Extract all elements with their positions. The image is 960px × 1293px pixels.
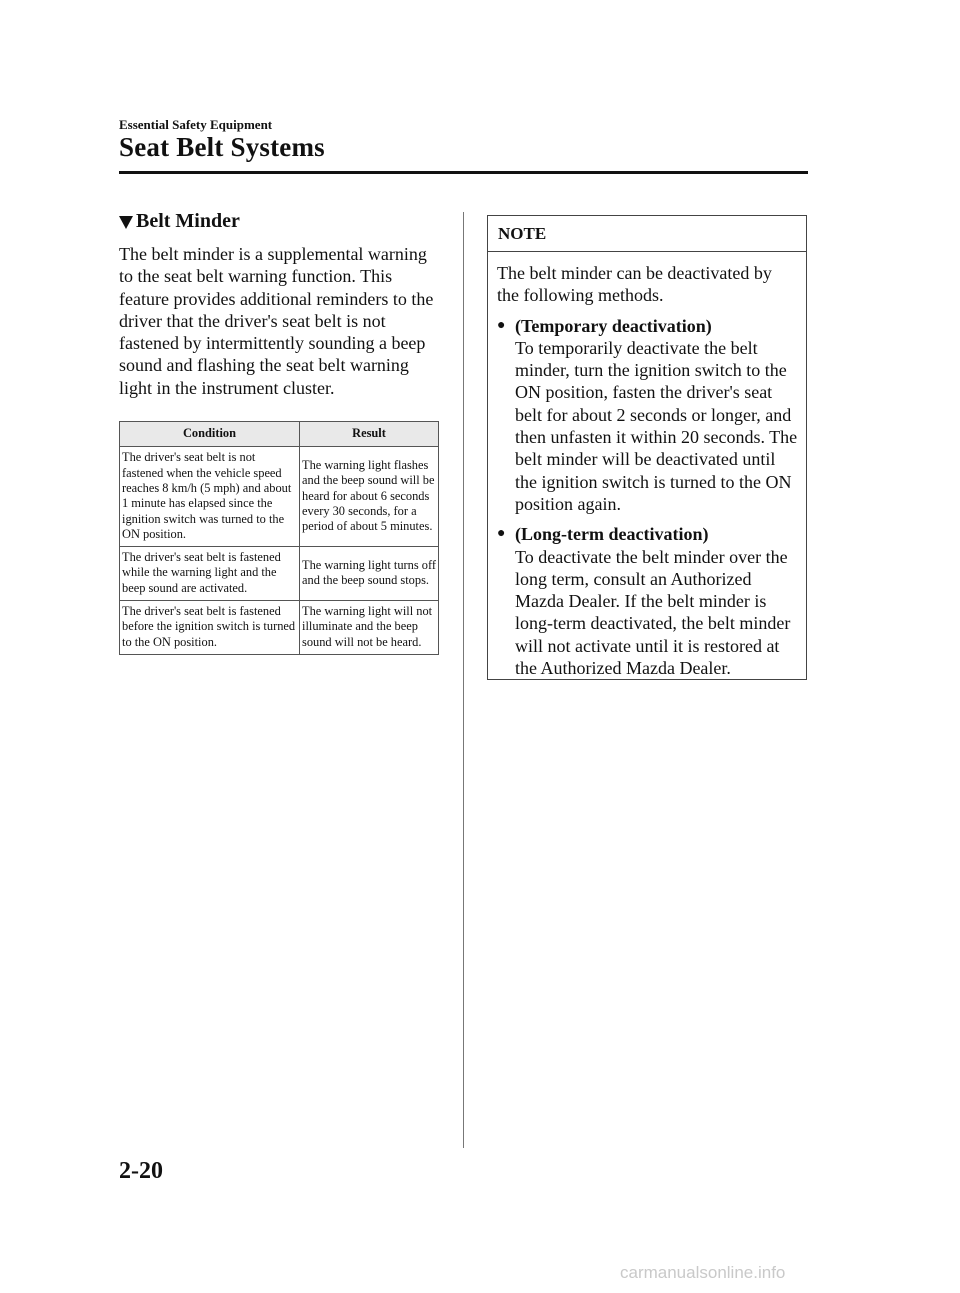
- table-header-row: [120, 422, 439, 447]
- table-row: [120, 601, 439, 655]
- note-heading: NOTE: [488, 216, 806, 252]
- down-triangle-icon: [119, 216, 133, 229]
- belt-minder-heading-text: Belt Minder: [136, 210, 240, 232]
- watermark: carmanualsonline.info: [620, 1263, 786, 1282]
- bullet-icon: ●: [497, 526, 506, 542]
- title-rule: [119, 171, 808, 174]
- note-item-title: (Long-term deactivation): [515, 524, 709, 545]
- table-row: [120, 447, 439, 547]
- note-body: [488, 252, 806, 679]
- note-item-text: To temporarily deactivate the belt minder, turn the ignition switch to the ON position, fasten the driver's seat belt for about 2 seconds or longer, and then unfasten it within 20 seconds. The belt minder will be deactivated until the ignition switch is turned to the ON position again.: [515, 337, 798, 514]
- page-title: Seat Belt Systems: [119, 132, 325, 162]
- bullet-icon: ●: [497, 317, 506, 333]
- condition-cell: The driver's seat belt is not fastened when the vehicle speed reaches 8 km/h (5 mph) and about 1 minute has elapsed since the ignition switch was turned to the ON position.: [120, 447, 300, 547]
- left-column: [119, 210, 439, 655]
- column-header-result: Result: [300, 422, 439, 447]
- page-number: 2-20: [119, 1158, 163, 1184]
- result-cell: The warning light will not illuminate and the beep sound will not be heard.: [300, 601, 439, 655]
- note-item-temporary: [497, 315, 798, 516]
- section-label: Essential Safety Equipment: [119, 117, 273, 132]
- table-row: [120, 547, 439, 601]
- result-cell: The warning light flashes and the beep sound will be heard for about 6 seconds every 30 seconds, for a period of about 5 minutes.: [300, 447, 439, 547]
- condition-result-table: [119, 421, 439, 655]
- result-cell: The warning light turns off and the beep sound stops.: [300, 547, 439, 601]
- note-item-content: [515, 523, 798, 679]
- belt-minder-heading: [119, 210, 439, 233]
- column-divider: [463, 212, 464, 1148]
- note-item-title: (Temporary deactivation): [515, 315, 712, 336]
- note-intro: The belt minder can be deactivated by the following methods.: [497, 263, 772, 306]
- note-box: [487, 215, 807, 680]
- note-item-content: [515, 315, 798, 516]
- condition-cell: The driver's seat belt is fastened before the ignition switch is turned to the ON position.: [120, 601, 300, 655]
- note-item-long-term: [497, 523, 798, 679]
- belt-minder-description: The belt minder is a supplemental warning to the seat belt warning function. This feature provides additional reminders to the driver that the driver's seat belt is not fastened by intermittently sounding a beep sound and flashing the seat belt warning light in the instrument cluster.: [119, 244, 434, 398]
- note-item-text: To deactivate the belt minder over the long term, consult an Authorized Mazda Dealer. If the belt minder is long-term deactivated, the belt minder will not activate until it is restored at the Authorized Mazda Dealer.: [515, 546, 791, 679]
- column-header-condition: Condition: [120, 422, 300, 447]
- condition-cell: The driver's seat belt is fastened while the warning light and the beep sound are activated.: [120, 547, 300, 601]
